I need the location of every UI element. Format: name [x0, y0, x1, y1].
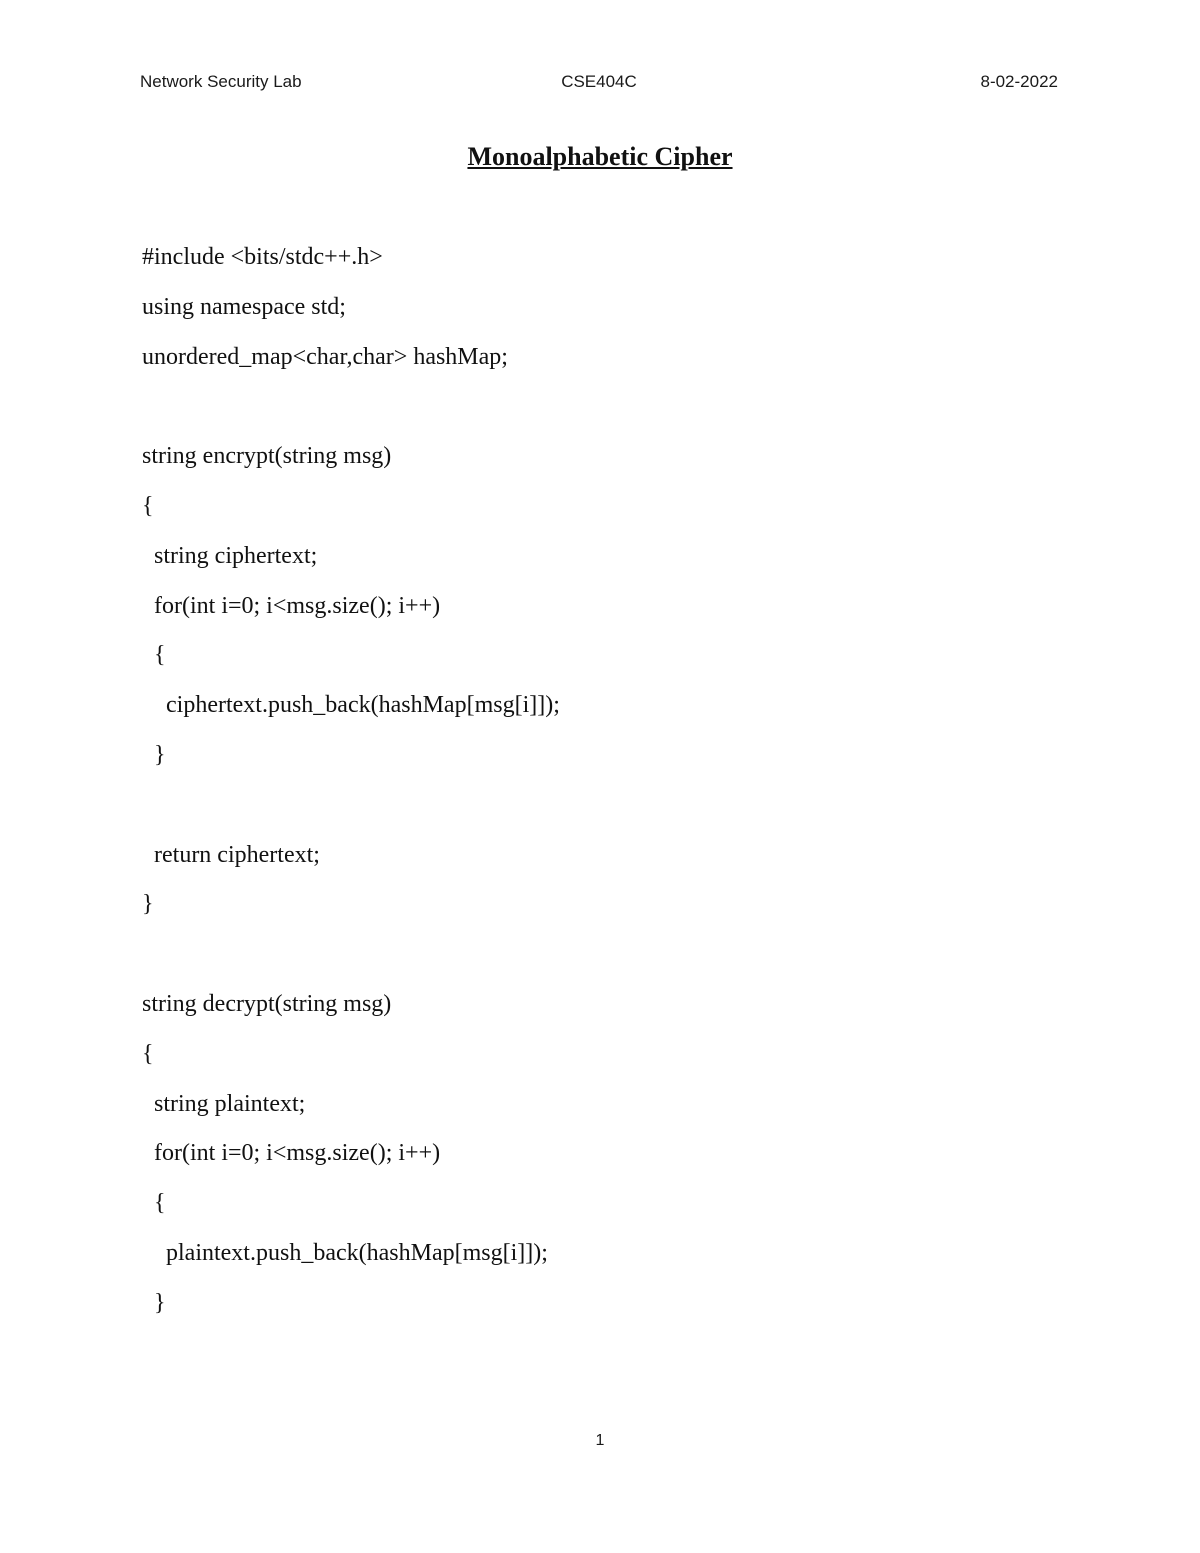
code-line: unordered_map<char,char> hashMap;: [142, 343, 508, 370]
code-line: {: [142, 1190, 166, 1217]
code-line: [142, 934, 1042, 984]
code-line: plaintext.push_back(hashMap[msg[i]]);: [142, 1239, 548, 1266]
code-line: for(int i=0; i<msg.size(); i++): [142, 592, 441, 619]
code-line: for(int i=0; i<msg.size(); i++): [142, 1140, 441, 1167]
header-course-name: Network Security Lab: [140, 72, 302, 91]
page-header: [140, 72, 1058, 98]
code-line: string ciphertext;: [142, 542, 318, 569]
code-line: }: [142, 1289, 166, 1316]
header-date: 8-02-2022: [980, 72, 1058, 91]
code-line: {: [142, 492, 154, 519]
code-line: using namespace std;: [142, 293, 346, 320]
code-line: }: [142, 891, 154, 918]
code-line: string plaintext;: [142, 1090, 306, 1117]
page-number: 1: [595, 1432, 605, 1449]
code-line: string decrypt(string msg): [142, 990, 392, 1017]
code-line: [142, 785, 1042, 835]
code-line: }: [142, 741, 166, 768]
code-line: #include <bits/stdc++.h>: [142, 244, 383, 270]
code-line: return ciphertext;: [142, 841, 320, 868]
header-course-code: CSE404C: [561, 72, 637, 91]
code-line: {: [142, 642, 166, 669]
code-line: string encrypt(string msg): [142, 443, 392, 470]
code-block: [142, 237, 1042, 1333]
code-line: {: [142, 1040, 154, 1067]
code-line: ciphertext.push_back(hashMap[msg[i]]);: [142, 692, 560, 719]
document-title: Monoalphabetic Cipher: [467, 142, 733, 171]
code-line: [142, 386, 1042, 436]
